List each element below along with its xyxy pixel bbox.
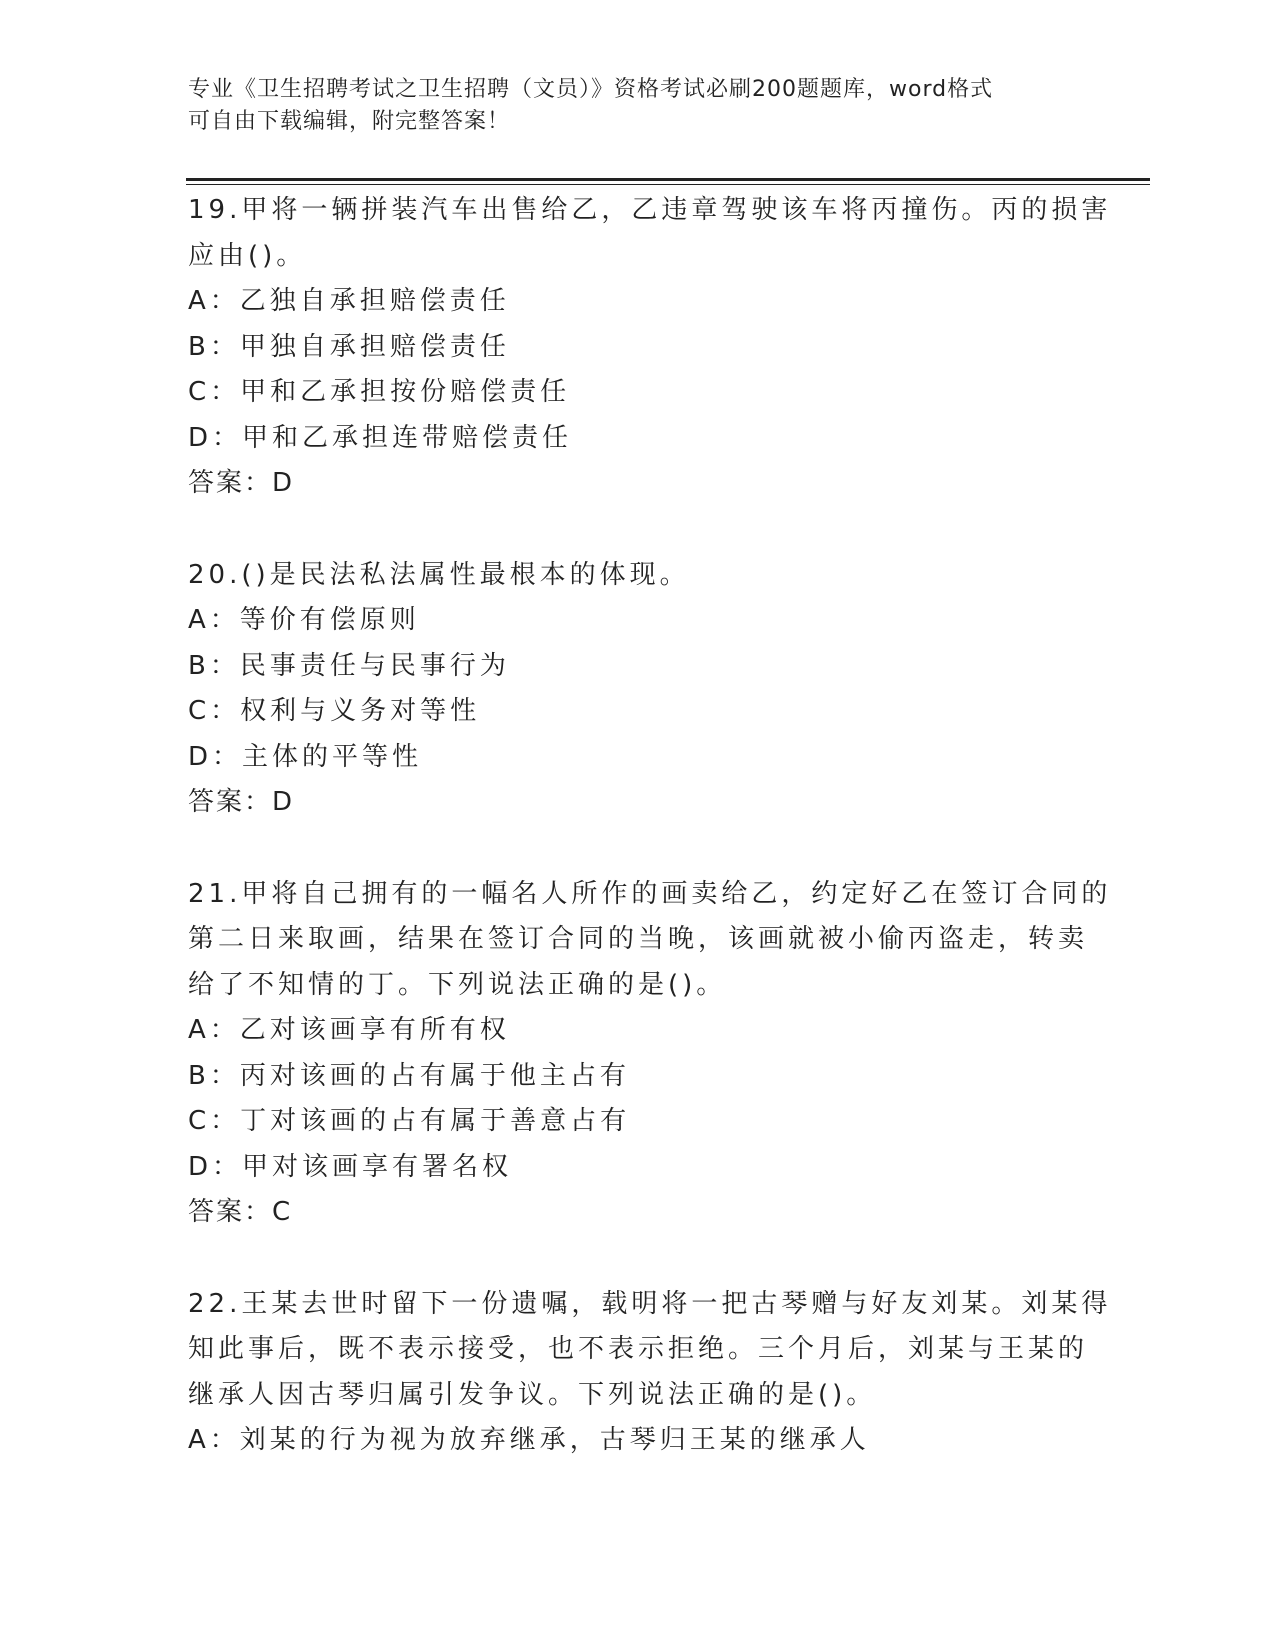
question-block xyxy=(188,188,1112,507)
question-stem-line: 继承人因古琴归属引发争议。下列说法正确的是()。 xyxy=(188,1379,877,1410)
question-stem-line: 知此事后，既不表示接受，也不表示拒绝。三个月后，刘某与王某的 xyxy=(188,1334,1089,1364)
answer-option: B：甲独自承担赔偿责任 xyxy=(188,331,510,362)
answer-option: A：乙独自承担赔偿责任 xyxy=(188,286,510,316)
question-stem-line: 21.甲将自己拥有的一幅名人所作的画卖给乙，约定好乙在签订合同的 xyxy=(188,878,1112,909)
answer-key: 答案：D xyxy=(188,787,295,817)
header-line-2: 可自由下载编辑，附完整答案！ xyxy=(188,109,511,134)
answer-option: B：民事责任与民事行为 xyxy=(188,650,510,681)
question-stem-line: 20.()是民法私法属性最根本的体现。 xyxy=(188,559,690,590)
question-stem-line: 第二日来取画，结果在签订合同的当晚，该画就被小偷丙盗走，转卖 xyxy=(188,924,1089,954)
header-divider-thick xyxy=(186,178,1150,181)
answer-key: 答案：D xyxy=(188,468,295,498)
question-list xyxy=(188,188,1112,1510)
header-line-1: 专业《卫生招聘考试之卫生招聘（文员）》资格考试必刷200题题库，word格式 xyxy=(188,77,994,102)
answer-option: A：等价有偿原则 xyxy=(188,605,420,635)
question-block xyxy=(188,872,1112,1236)
question-block xyxy=(188,553,1088,826)
answer-key: 答案：C xyxy=(188,1197,293,1227)
answer-option: D：甲对该画享有署名权 xyxy=(188,1151,513,1182)
answer-option: C：权利与义务对等性 xyxy=(188,696,481,726)
question-stem-line: 19.甲将一辆拼装汽车出售给乙，乙违章驾驶该车将丙撞伤。丙的损害 xyxy=(188,195,1112,225)
question-stem-line: 22.王某去世时留下一份遗嘱，载明将一把古琴赠与好友刘某。刘某得 xyxy=(188,1288,1112,1319)
question-stem-line: 应由()。 xyxy=(188,240,307,271)
answer-option: A：刘某的行为视为放弃继承，古琴归王某的继承人 xyxy=(188,1425,870,1455)
answer-option: D：甲和乙承担连带赔偿责任 xyxy=(188,422,573,453)
answer-option: D：主体的平等性 xyxy=(188,741,423,772)
header-divider-thin xyxy=(186,184,1150,185)
answer-option: C：甲和乙承担按份赔偿责任 xyxy=(188,377,571,407)
document-header xyxy=(188,74,1088,138)
answer-option: C：丁对该画的占有属于善意占有 xyxy=(188,1106,631,1136)
question-block xyxy=(188,1282,1112,1464)
answer-option: B：丙对该画的占有属于他主占有 xyxy=(188,1060,630,1091)
answer-option: A：乙对该画享有所有权 xyxy=(188,1015,510,1045)
question-stem-line: 给了不知情的丁。下列说法正确的是()。 xyxy=(188,969,727,1000)
